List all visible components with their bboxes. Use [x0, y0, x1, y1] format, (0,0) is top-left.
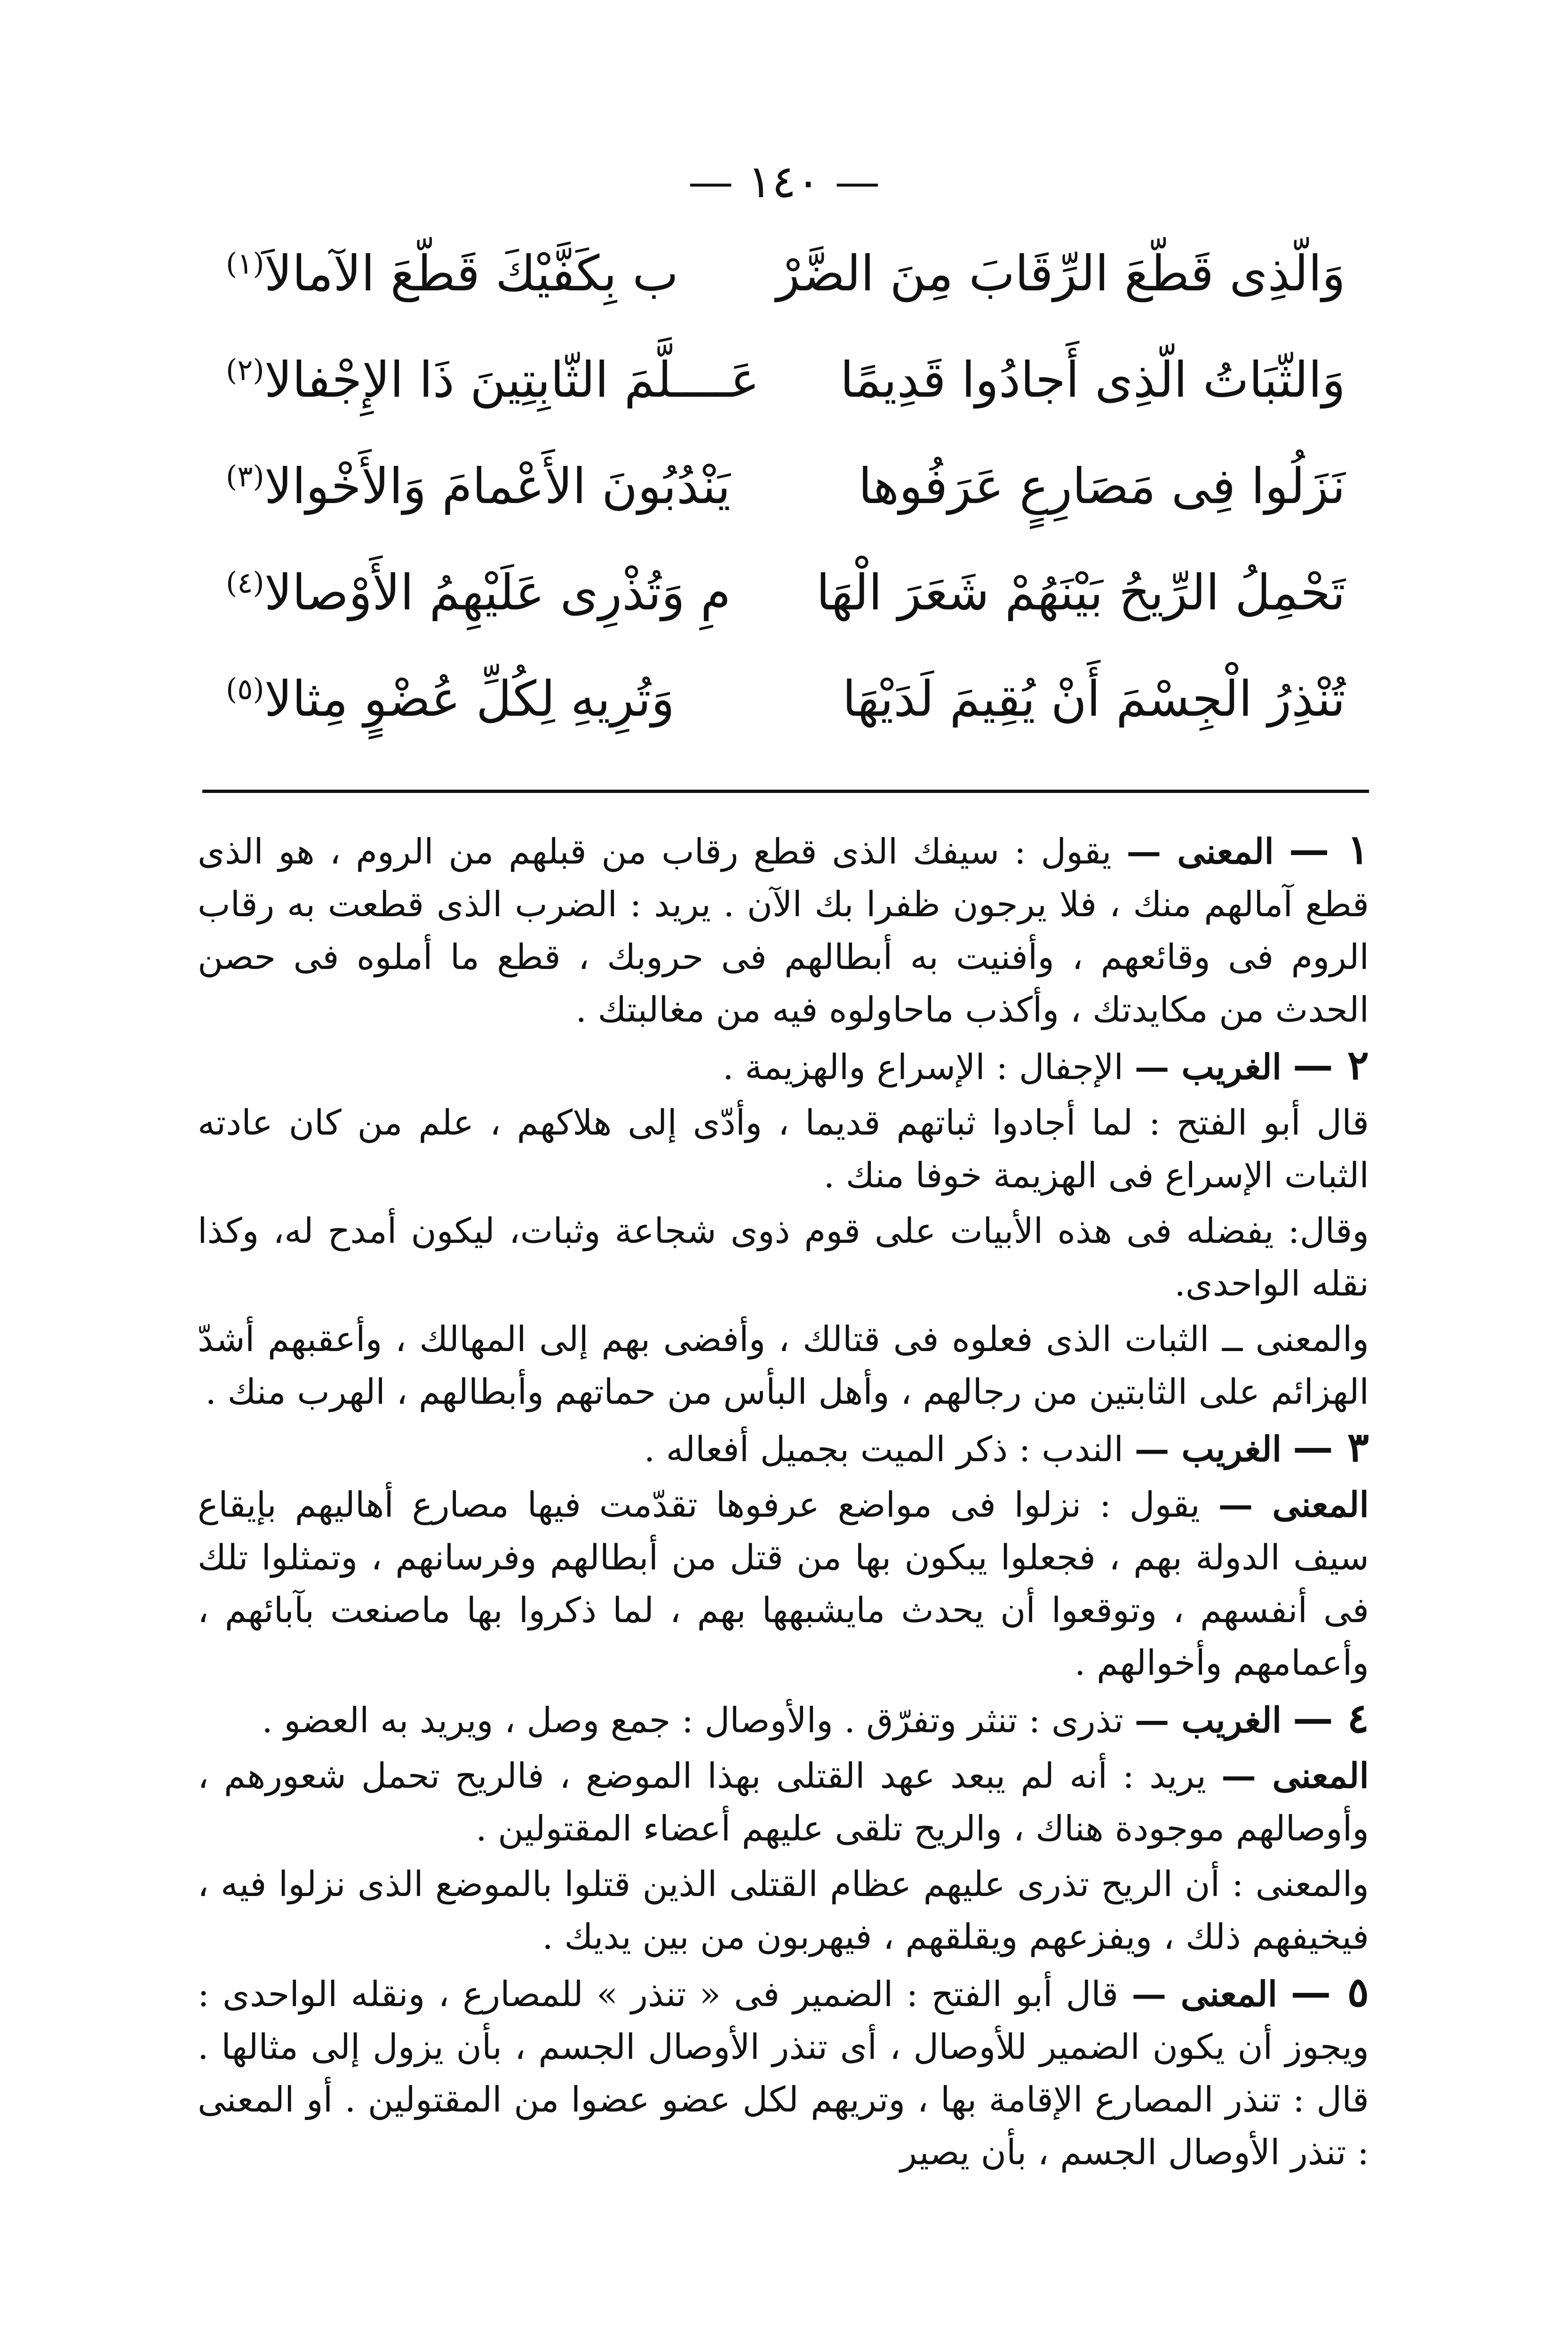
note-text: يريد : أنه لم يبعد عهد القتلى بهذا الموضع ، فالريح تحمل شعورهم ، وأوصالهم موجودة هناك ، والريح تلقى عليهم أعضاء المقتولين . [198, 1756, 1369, 1849]
verse-3-first-hemistich: نَزَلُوا فِى مَصَارِعٍ عَرَفُوها [858, 457, 1345, 515]
note-label: المعنى — [1126, 832, 1274, 872]
page-number: — ١٤٠ — [688, 155, 880, 208]
verse-4-first-hemistich: تَحْمِلُ الرِّيحُ بَيْنَهُمْ شَعَرَ الْهَا [816, 564, 1345, 621]
verse-2-first-hemistich: وَالثّبَاتُ الّذِى أَجادُوا قَدِيمًا [840, 351, 1345, 408]
note-text: قال أبو الفتح : لما أجادوا ثباتهم قديما ، وأدّى إلى هلاكهم ، علم من كان عادته الثبات الإسراع فى الهزيمة خوفا منك . [198, 1103, 1369, 1196]
note-paragraph [198, 1313, 1369, 1418]
verse-5-second-hemistich: وَتُرِيهِ لِكُلِّ عُضْوٍ مِثالا$^{(٥)}$ [226, 670, 675, 728]
verse-4-second-hemistich: مِ وَتُذْرِى عَلَيْهِمُ الأَوْصالا$^{(٤)}$ [226, 564, 731, 621]
note-label: المعنى — [1218, 1485, 1369, 1525]
note-paragraph [198, 1205, 1369, 1310]
note-label: الغريب — [1134, 1700, 1282, 1741]
note-text: الندب : ذكر الميت بجميل أفعاله . [644, 1429, 1124, 1470]
note-paragraph [198, 1096, 1369, 1202]
verse-3 [226, 439, 1345, 545]
note-label: الغريب — [1134, 1047, 1282, 1088]
verse-2 [226, 332, 1345, 439]
poem [226, 226, 1345, 758]
note-paragraph [198, 1966, 1369, 2179]
note-text: يقول : سيفك الذى قطع رقاب من قبلهم من الروم ، هو الذى قطع آمالهم منك ، فلا يرجون ظفرا بك الآن . يريد : الضرب الذى قطعت به رقاب الروم فى وقائعهم ، وأفنيت به أبطالهم فى حروبك ، قطع ما أملوه فى حصن الحدث من مكايدتك ، وأكذب ماحاولوه فيه من مغالبتك . [198, 832, 1369, 1030]
note-text: والمعنى ــ الثبات الذى فعلوه فى قتالك ، وأفضى بهم إلى المهالك ، وأعقبهم أشدّ الهزائم على الثابتين من رجالهم ، وأهل البأس من حماتهم وأبطالهم ، الهرب منك . [198, 1319, 1369, 1412]
verse-4 [226, 545, 1345, 651]
note-number: ١ — [1289, 826, 1369, 873]
note-paragraph [198, 1858, 1369, 1963]
note-number: ٣ — [1292, 1424, 1369, 1471]
note-paragraph [198, 1479, 1369, 1689]
verse-2-second-hemistich: عَــــلَّمَ الثّابِتِينَ ذَا الإِجْفالا$^{(٢)}$ [226, 351, 760, 408]
verse-1-second-hemistich: ب بِكَفَّيْكَ قَطّعَ الآمالاَ$^{(١)}$ [226, 245, 679, 302]
note-text: تذرى : تنثر وتفرّق . والأوصال : جمع وصل ، ويريد به العضو . [262, 1700, 1124, 1741]
footnote-ref-3: (٣) [226, 459, 264, 494]
note-paragraph [198, 1692, 1369, 1747]
footnote-ref-5: (٥) [226, 672, 264, 706]
note-number: ٤ — [1292, 1695, 1369, 1742]
footnote-separator [202, 790, 1369, 793]
footnote-ref-1: (١) [226, 246, 264, 281]
note-paragraph [198, 824, 1369, 1036]
verse-5-first-hemistich: تُنْذِرُ الْجِسْمَ أَنْ يُقِيمَ لَدَيْهَا [842, 670, 1345, 728]
footnote-ref-2: (٢) [226, 352, 264, 387]
note-text: الإجفال : الإسراع والهزيمة . [723, 1047, 1124, 1088]
note-number: ٥ — [1290, 1968, 1369, 2016]
note-paragraph [198, 1421, 1369, 1476]
note-text: والمعنى : أن الريح تذرى عليهم عظام القتلى الذين قتلوا بالموضع الذى نزلوا فيه ، فيخيفهم ذلك ، ويفزعهم ويقلقهم ، فيهربون من بين يديك . [198, 1864, 1369, 1957]
note-number: ٢ — [1292, 1041, 1369, 1089]
verse-1-first-hemistich: وَالّذِى قَطّعَ الرِّقَابَ مِنَ الضَّرْ [776, 245, 1345, 302]
note-label: المعنى — [1221, 1756, 1369, 1796]
note-label: المعنى — [1131, 1974, 1278, 2015]
note-text: يقول : نزلوا فى مواضع عرفوها تقدّمت فيها مصارع أهاليهم بإيقاع سيف الدولة بهم ، فجعلوا يبكون بها من قتل من أبطالهم وفرسانهم ، وتمثلوا تلك فى أنفسهم ، وتوقعوا أن يحدث مايشبهها بهم ، لما ذكروا بها ماصنعت بآبائهم ، وأعمامهم وأخوالهم . [198, 1485, 1369, 1683]
note-label: الغريب — [1134, 1429, 1282, 1470]
note-paragraph [198, 1750, 1369, 1855]
note-paragraph [198, 1039, 1369, 1094]
verse-3-second-hemistich: يَنْدُبُونَ الأَعْمامَ وَالأَخْوالا$^{(٣)}$ [226, 457, 731, 515]
footnote-ref-4: (٤) [226, 565, 264, 600]
verse-1 [226, 226, 1345, 332]
commentary [198, 824, 1369, 2182]
verse-5 [226, 651, 1345, 758]
note-text: قال أبو الفتح : الضمير فى « تنذر » للمصارع ، ونقله الواحدى : ويجوز أن يكون الضمير للأوصال ، أى تنذر الأوصال الجسم ، بأن يزول إلى مثالها . قال : تنذر المصارع الإقامة بها ، وتريهم لكل عضو عضوا من المقتولين . أو المعنى : تنذر الأوصال الجسم ، بأن يصير [198, 1974, 1369, 2173]
note-text: وقال: يفضله فى هذه الأبيات على قوم ذوى شجاعة وثبات، ليكون أمدح له، وكذا نقله الواحدى. [198, 1211, 1369, 1304]
